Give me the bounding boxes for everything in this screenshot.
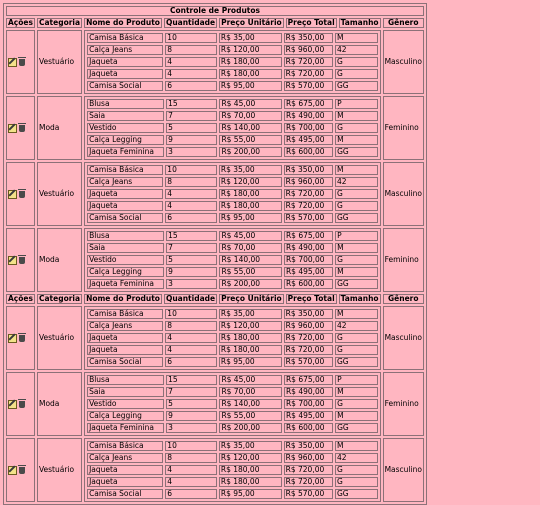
size-cell: M xyxy=(335,111,377,121)
quantity-cell: 7 xyxy=(166,387,217,397)
header-row xyxy=(6,18,424,28)
quantity-cell: 4 xyxy=(165,465,217,475)
products-subtable xyxy=(85,163,380,225)
unit-price-cell: R$ 45,00 xyxy=(219,231,282,241)
delete-icon[interactable] xyxy=(19,257,25,264)
gender-cell: Masculino xyxy=(383,30,424,94)
size-cell: M xyxy=(335,33,378,43)
product-row xyxy=(87,387,378,397)
product-row xyxy=(87,201,378,211)
delete-icon[interactable] xyxy=(19,401,25,408)
unit-price-cell: R$ 180,00 xyxy=(219,189,282,199)
total-price-cell: R$ 720,00 xyxy=(284,189,333,199)
unit-price-cell: R$ 120,00 xyxy=(219,321,282,331)
column-header-preco_unit: Preço Unitário xyxy=(221,18,282,27)
product-row xyxy=(87,99,378,109)
total-price-cell: R$ 570,00 xyxy=(284,81,333,91)
total-price-cell: R$ 350,00 xyxy=(284,309,333,319)
quantity-cell: 6 xyxy=(165,489,217,499)
total-price-cell: R$ 490,00 xyxy=(284,387,333,397)
unit-price-cell: R$ 95,00 xyxy=(219,213,282,223)
unit-price-cell: R$ 200,00 xyxy=(219,147,282,157)
product-row xyxy=(87,453,378,463)
edit-icon[interactable] xyxy=(8,400,17,409)
quantity-cell: 5 xyxy=(166,255,217,265)
size-cell: P xyxy=(335,99,377,109)
product-row xyxy=(87,345,378,355)
product-name-cell: Saia xyxy=(87,243,164,253)
product-row xyxy=(87,399,378,409)
size-cell: GG xyxy=(335,357,378,367)
product-group-row xyxy=(6,228,424,292)
delete-icon[interactable] xyxy=(19,59,25,66)
product-row xyxy=(87,411,378,421)
total-price-cell: R$ 495,00 xyxy=(284,135,333,145)
product-name-cell: Vestido xyxy=(87,123,164,133)
gender-cell: Feminino xyxy=(383,372,424,436)
quantity-cell: 9 xyxy=(166,135,217,145)
total-price-cell: R$ 570,00 xyxy=(284,357,333,367)
size-cell: GG xyxy=(335,213,378,223)
total-price-cell: R$ 960,00 xyxy=(284,453,333,463)
products-subtable-cell xyxy=(84,30,381,94)
actions-cell xyxy=(6,162,35,226)
total-price-cell: R$ 600,00 xyxy=(284,279,333,289)
products-subtable-cell xyxy=(84,438,381,502)
unit-price-cell: R$ 180,00 xyxy=(219,477,282,487)
products-subtable xyxy=(85,307,380,369)
product-name-cell: Calça Jeans xyxy=(87,321,163,331)
unit-price-cell: R$ 180,00 xyxy=(219,465,282,475)
quantity-cell: 10 xyxy=(165,309,217,319)
quantity-cell: 3 xyxy=(166,423,217,433)
size-cell: 42 xyxy=(335,45,378,55)
quantity-cell: 10 xyxy=(165,165,217,175)
delete-icon[interactable] xyxy=(19,335,25,342)
total-price-cell: R$ 675,00 xyxy=(284,231,333,241)
total-price-cell: R$ 350,00 xyxy=(284,441,333,451)
column-header-preco_unit: Preço Unitário xyxy=(221,294,282,303)
total-price-cell: R$ 495,00 xyxy=(284,267,333,277)
unit-price-cell: R$ 95,00 xyxy=(219,489,282,499)
product-row xyxy=(87,441,378,451)
products-subtable xyxy=(85,31,380,93)
quantity-cell: 5 xyxy=(166,399,217,409)
edit-icon[interactable] xyxy=(8,58,17,67)
column-header-produto: Nome do Produto xyxy=(86,294,160,303)
column-header-genero: Gênero xyxy=(383,294,424,304)
product-row xyxy=(87,321,378,331)
product-group-row xyxy=(6,162,424,226)
unit-price-cell: R$ 55,00 xyxy=(219,135,282,145)
category-cell: Vestuário xyxy=(37,438,82,502)
total-price-cell: R$ 570,00 xyxy=(284,213,333,223)
product-row xyxy=(87,81,378,91)
size-cell: M xyxy=(335,165,378,175)
gender-cell: Masculino xyxy=(383,438,424,502)
unit-price-cell: R$ 35,00 xyxy=(219,165,282,175)
product-name-cell: Camisa Social xyxy=(87,489,163,499)
actions-cell xyxy=(6,306,35,370)
product-row xyxy=(87,213,378,223)
product-row xyxy=(87,243,378,253)
product-row xyxy=(87,111,378,121)
unit-price-cell: R$ 120,00 xyxy=(219,45,282,55)
unit-price-cell: R$ 70,00 xyxy=(219,111,282,121)
total-price-cell: R$ 675,00 xyxy=(284,375,333,385)
product-row xyxy=(87,309,378,319)
quantity-cell: 6 xyxy=(165,357,217,367)
product-name-cell: Jaqueta xyxy=(87,333,163,343)
product-name-cell: Calça Jeans xyxy=(87,177,163,187)
products-subtable-cell xyxy=(84,372,381,436)
size-cell: G xyxy=(335,345,378,355)
products-subtable xyxy=(85,229,380,291)
category-cell: Moda xyxy=(37,372,82,436)
product-name-cell: Vestido xyxy=(87,255,164,265)
column-header-categoria: Categoria xyxy=(38,294,81,303)
unit-price-cell: R$ 180,00 xyxy=(219,201,282,211)
quantity-cell: 4 xyxy=(165,345,217,355)
product-group-row xyxy=(6,30,424,94)
quantity-cell: 3 xyxy=(166,279,217,289)
quantity-cell: 7 xyxy=(166,243,217,253)
product-name-cell: Camisa Social xyxy=(87,213,163,223)
quantity-cell: 8 xyxy=(165,45,217,55)
product-row xyxy=(87,489,378,499)
total-price-cell: R$ 700,00 xyxy=(284,399,333,409)
product-name-cell: Jaqueta xyxy=(87,477,163,487)
size-cell: GG xyxy=(335,279,377,289)
unit-price-cell: R$ 180,00 xyxy=(219,69,282,79)
product-name-cell: Blusa xyxy=(87,231,164,241)
unit-price-cell: R$ 140,00 xyxy=(219,399,282,409)
column-header-quantidade: Quantidade xyxy=(165,294,216,303)
unit-price-cell: R$ 55,00 xyxy=(219,267,282,277)
quantity-cell: 8 xyxy=(165,177,217,187)
total-price-cell: R$ 570,00 xyxy=(284,489,333,499)
products-subtable-cell xyxy=(84,96,381,160)
actions-cell xyxy=(6,228,35,292)
actions-cell xyxy=(6,372,35,436)
product-name-cell: Calça Legging xyxy=(87,135,164,145)
unit-price-cell: R$ 55,00 xyxy=(219,411,282,421)
quantity-cell: 4 xyxy=(165,477,217,487)
header-row xyxy=(6,294,424,304)
category-cell: Vestuário xyxy=(37,306,82,370)
actions-cell xyxy=(6,30,35,94)
edit-icon[interactable] xyxy=(8,190,17,199)
product-row xyxy=(87,423,378,433)
product-name-cell: Calça Jeans xyxy=(87,453,163,463)
gender-cell: Feminino xyxy=(383,96,424,160)
column-header-tamanho: Tamanho xyxy=(340,294,379,303)
quantity-cell: 4 xyxy=(165,201,217,211)
quantity-cell: 3 xyxy=(166,147,217,157)
size-cell: M xyxy=(335,441,378,451)
unit-price-cell: R$ 95,00 xyxy=(219,357,282,367)
size-cell: GG xyxy=(335,489,378,499)
unit-price-cell: R$ 35,00 xyxy=(219,309,282,319)
size-cell: G xyxy=(335,333,378,343)
total-price-cell: R$ 495,00 xyxy=(284,411,333,421)
size-cell: 42 xyxy=(335,453,378,463)
category-cell: Vestuário xyxy=(37,30,82,94)
column-header-genero: Gênero xyxy=(383,18,424,28)
column-header-categoria: Categoria xyxy=(38,18,81,27)
total-price-cell: R$ 600,00 xyxy=(284,147,333,157)
product-name-cell: Saia xyxy=(87,111,164,121)
size-cell: GG xyxy=(335,81,378,91)
product-name-cell: Calça Legging xyxy=(87,267,164,277)
size-cell: G xyxy=(335,123,377,133)
unit-price-cell: R$ 45,00 xyxy=(219,375,282,385)
product-row xyxy=(87,465,378,475)
quantity-cell: 15 xyxy=(166,99,217,109)
size-cell: P xyxy=(335,375,377,385)
product-row xyxy=(87,357,378,367)
product-row xyxy=(87,279,378,289)
unit-price-cell: R$ 120,00 xyxy=(219,453,282,463)
total-price-cell: R$ 720,00 xyxy=(284,477,333,487)
category-cell: Moda xyxy=(37,96,82,160)
quantity-cell: 8 xyxy=(165,321,217,331)
product-name-cell: Camisa Básica xyxy=(87,309,163,319)
total-price-cell: R$ 700,00 xyxy=(284,123,333,133)
quantity-cell: 4 xyxy=(165,57,217,67)
total-price-cell: R$ 720,00 xyxy=(284,69,333,79)
product-group-row xyxy=(6,438,424,502)
size-cell: M xyxy=(335,267,377,277)
quantity-cell: 4 xyxy=(165,333,217,343)
product-name-cell: Saia xyxy=(87,387,164,397)
gender-cell: Masculino xyxy=(383,306,424,370)
quantity-cell: 9 xyxy=(166,411,217,421)
size-cell: G xyxy=(335,465,378,475)
unit-price-cell: R$ 95,00 xyxy=(219,81,282,91)
unit-price-cell: R$ 70,00 xyxy=(219,387,282,397)
product-row xyxy=(87,165,378,175)
products-subtable-cell xyxy=(84,228,381,292)
gender-cell: Masculino xyxy=(383,162,424,226)
size-cell: G xyxy=(335,477,378,487)
unit-price-cell: R$ 45,00 xyxy=(219,99,282,109)
product-row xyxy=(87,135,378,145)
unit-price-cell: R$ 180,00 xyxy=(219,333,282,343)
category-cell: Vestuário xyxy=(37,162,82,226)
product-row xyxy=(87,57,378,67)
quantity-cell: 10 xyxy=(165,33,217,43)
size-cell: P xyxy=(335,231,377,241)
column-header-preco_total: Preço Total xyxy=(287,294,335,303)
total-price-cell: R$ 960,00 xyxy=(284,321,333,331)
quantity-cell: 10 xyxy=(165,441,217,451)
size-cell: M xyxy=(335,135,377,145)
product-row xyxy=(87,375,378,385)
product-name-cell: Jaqueta Feminina xyxy=(87,279,164,289)
unit-price-cell: R$ 140,00 xyxy=(219,255,282,265)
product-name-cell: Jaqueta Feminina xyxy=(87,423,164,433)
size-cell: G xyxy=(335,69,378,79)
quantity-cell: 9 xyxy=(166,267,217,277)
product-name-cell: Calça Jeans xyxy=(87,45,163,55)
column-header-acoes: Ações xyxy=(8,18,33,27)
delete-icon[interactable] xyxy=(19,191,25,198)
product-row xyxy=(87,333,378,343)
total-price-cell: R$ 960,00 xyxy=(284,45,333,55)
products-subtable xyxy=(85,439,380,501)
total-price-cell: R$ 490,00 xyxy=(284,243,333,253)
edit-icon[interactable] xyxy=(8,124,17,133)
actions-cell xyxy=(6,96,35,160)
product-name-cell: Camisa Básica xyxy=(87,33,163,43)
size-cell: GG xyxy=(335,423,377,433)
edit-icon[interactable] xyxy=(8,334,17,343)
column-header-produto: Nome do Produto xyxy=(86,18,160,27)
column-header-preco_total: Preço Total xyxy=(287,18,335,27)
products-subtable-cell xyxy=(84,162,381,226)
unit-price-cell: R$ 70,00 xyxy=(219,243,282,253)
product-row xyxy=(87,477,378,487)
size-cell: G xyxy=(335,57,378,67)
total-price-cell: R$ 350,00 xyxy=(284,165,333,175)
product-name-cell: Jaqueta Feminina xyxy=(87,147,164,157)
size-cell: M xyxy=(335,411,377,421)
product-name-cell: Jaqueta xyxy=(87,345,163,355)
quantity-cell: 5 xyxy=(166,123,217,133)
quantity-cell: 6 xyxy=(165,81,217,91)
delete-icon[interactable] xyxy=(19,467,25,474)
title-row xyxy=(6,6,424,16)
product-row xyxy=(87,69,378,79)
product-name-cell: Jaqueta xyxy=(87,189,163,199)
product-row xyxy=(87,267,378,277)
products-subtable xyxy=(85,97,380,159)
size-cell: M xyxy=(335,309,378,319)
product-name-cell: Blusa xyxy=(87,375,164,385)
product-group-row xyxy=(6,306,424,370)
product-name-cell: Jaqueta xyxy=(87,465,163,475)
product-name-cell: Jaqueta xyxy=(87,201,163,211)
size-cell: M xyxy=(335,387,377,397)
product-row xyxy=(87,231,378,241)
quantity-cell: 8 xyxy=(165,453,217,463)
product-row xyxy=(87,189,378,199)
products-table xyxy=(3,3,427,505)
unit-price-cell: R$ 200,00 xyxy=(219,423,282,433)
product-name-cell: Calça Legging xyxy=(87,411,164,421)
quantity-cell: 15 xyxy=(166,375,217,385)
column-header-quantidade: Quantidade xyxy=(165,18,216,27)
size-cell: 42 xyxy=(335,321,378,331)
quantity-cell: 4 xyxy=(165,69,217,79)
product-name-cell: Blusa xyxy=(87,99,164,109)
total-price-cell: R$ 720,00 xyxy=(284,57,333,67)
size-cell: GG xyxy=(335,147,377,157)
total-price-cell: R$ 675,00 xyxy=(284,99,333,109)
quantity-cell: 6 xyxy=(165,213,217,223)
quantity-cell: 7 xyxy=(166,111,217,121)
total-price-cell: R$ 960,00 xyxy=(284,177,333,187)
product-row xyxy=(87,177,378,187)
product-row xyxy=(87,255,378,265)
column-header-tamanho: Tamanho xyxy=(340,18,379,27)
column-header-acoes: Ações xyxy=(8,294,33,303)
product-name-cell: Camisa Básica xyxy=(87,441,163,451)
total-price-cell: R$ 350,00 xyxy=(284,33,333,43)
total-price-cell: R$ 720,00 xyxy=(284,333,333,343)
product-name-cell: Jaqueta xyxy=(87,57,163,67)
product-group-row xyxy=(6,372,424,436)
unit-price-cell: R$ 200,00 xyxy=(219,279,282,289)
size-cell: G xyxy=(335,189,378,199)
product-name-cell: Camisa Social xyxy=(87,81,163,91)
total-price-cell: R$ 720,00 xyxy=(284,465,333,475)
actions-cell xyxy=(6,438,35,502)
product-row xyxy=(87,147,378,157)
size-cell: G xyxy=(335,399,377,409)
total-price-cell: R$ 720,00 xyxy=(284,201,333,211)
products-subtable xyxy=(85,373,380,435)
unit-price-cell: R$ 120,00 xyxy=(219,177,282,187)
unit-price-cell: R$ 180,00 xyxy=(219,57,282,67)
quantity-cell: 4 xyxy=(165,189,217,199)
product-row xyxy=(87,45,378,55)
product-name-cell: Camisa Social xyxy=(87,357,163,367)
gender-cell: Feminino xyxy=(383,228,424,292)
edit-icon[interactable] xyxy=(8,256,17,265)
unit-price-cell: R$ 35,00 xyxy=(219,33,282,43)
size-cell: M xyxy=(335,243,377,253)
delete-icon[interactable] xyxy=(19,125,25,132)
total-price-cell: R$ 700,00 xyxy=(284,255,333,265)
quantity-cell: 15 xyxy=(166,231,217,241)
product-name-cell: Camisa Básica xyxy=(87,165,163,175)
table-title: Controle de Produtos xyxy=(6,6,424,16)
total-price-cell: R$ 490,00 xyxy=(284,111,333,121)
category-cell: Moda xyxy=(37,228,82,292)
edit-icon[interactable] xyxy=(8,466,17,475)
size-cell: G xyxy=(335,201,378,211)
product-group-row xyxy=(6,96,424,160)
product-row xyxy=(87,33,378,43)
size-cell: 42 xyxy=(335,177,378,187)
unit-price-cell: R$ 180,00 xyxy=(219,345,282,355)
total-price-cell: R$ 720,00 xyxy=(284,345,333,355)
unit-price-cell: R$ 35,00 xyxy=(219,441,282,451)
product-name-cell: Jaqueta xyxy=(87,69,163,79)
unit-price-cell: R$ 140,00 xyxy=(219,123,282,133)
total-price-cell: R$ 600,00 xyxy=(284,423,333,433)
products-page xyxy=(3,3,427,505)
product-name-cell: Vestido xyxy=(87,399,164,409)
products-subtable-cell xyxy=(84,306,381,370)
size-cell: G xyxy=(335,255,377,265)
product-row xyxy=(87,123,378,133)
